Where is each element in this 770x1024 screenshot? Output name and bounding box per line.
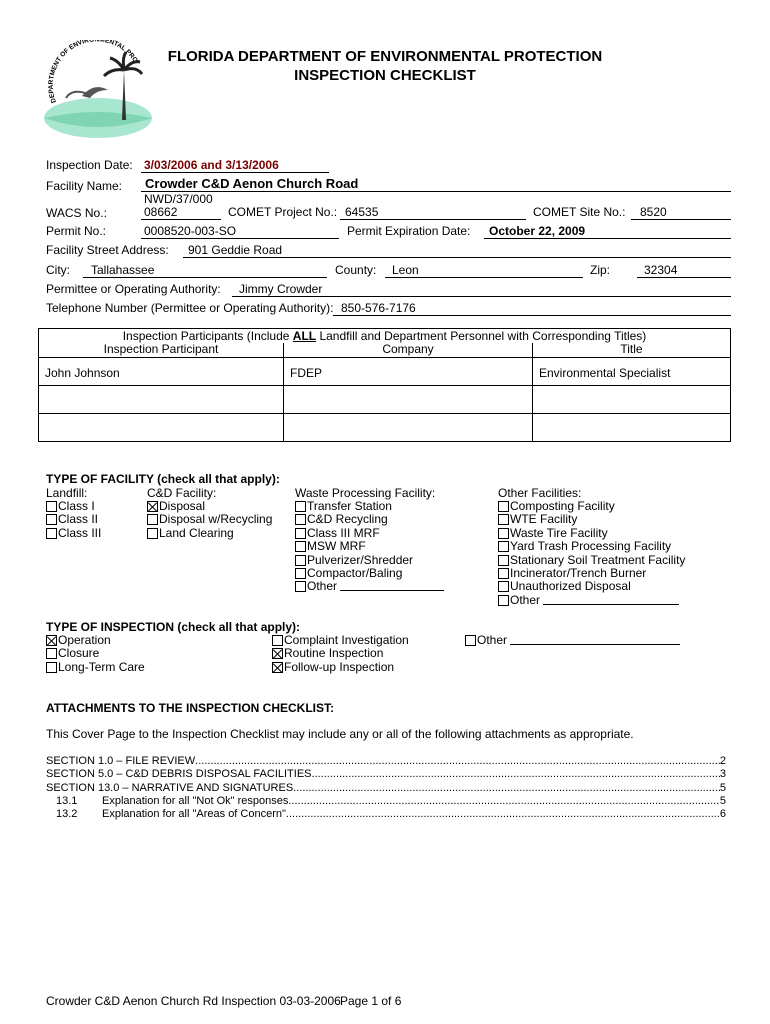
permit-exp-value: October 22, 2009 xyxy=(484,224,731,239)
checkbox-label: Other xyxy=(477,633,508,647)
checkbox-icon[interactable] xyxy=(46,514,57,525)
checkbox-icon[interactable] xyxy=(498,541,509,552)
company-cell xyxy=(284,413,533,441)
toc-number: 13.2 xyxy=(56,808,78,821)
checkbox-option[interactable] xyxy=(295,539,366,553)
checkbox-label: Compactor/Baling xyxy=(307,566,403,580)
checkbox-option[interactable] xyxy=(147,499,205,513)
inspection-date-label: Inspection Date: xyxy=(46,158,133,172)
operator-label: Permittee or Operating Authority: xyxy=(46,282,221,296)
checkbox-option[interactable] xyxy=(46,646,99,660)
checkbox-label: MSW MRF xyxy=(307,539,366,554)
checkbox-label: Long-Term Care xyxy=(58,659,145,674)
toc-title: Explanation for all "Areas of Concern" xyxy=(102,808,286,821)
permit-exp-label: Permit Expiration Date: xyxy=(347,224,471,238)
checkbox-option[interactable] xyxy=(498,539,671,553)
checkbox-option[interactable] xyxy=(272,646,383,660)
operator-value: Jimmy Crowder xyxy=(232,282,731,297)
checkbox-icon[interactable] xyxy=(498,581,509,592)
toc-title: Explanation for all "Not Ok" responses xyxy=(102,794,289,807)
title-cell: Environmental Specialist xyxy=(533,357,731,385)
phone-label: Telephone Number (Permittee or Operating Authority): xyxy=(46,301,334,315)
county-value: Leon xyxy=(385,263,583,278)
permit-label: Permit No.: xyxy=(46,224,107,238)
page-title: FLORIDA DEPARTMENT OF ENVIRONMENTAL PROTECTION xyxy=(167,48,603,65)
wacs-sub-value: NWD/37/000 xyxy=(144,192,213,206)
checkbox-label: Class I xyxy=(58,499,95,513)
footer-doc: Crowder C&D Aenon Church Rd Inspection 03-03-2006 xyxy=(46,994,341,1008)
toc-entry xyxy=(46,808,726,822)
checkbox-label: Yard Trash Processing Facility xyxy=(510,539,672,554)
checkbox-icon[interactable] xyxy=(498,568,509,579)
inspection-date-value: 3/03/2006 and 3/13/2006 xyxy=(141,158,329,173)
checkbox-icon[interactable] xyxy=(46,648,57,659)
fdep-seal xyxy=(42,40,154,140)
company-cell: FDEP xyxy=(284,357,533,385)
checkbox-icon[interactable] xyxy=(295,528,306,539)
permit-value: 0008520-003-SO xyxy=(141,224,339,239)
checkbox-icon[interactable] xyxy=(295,568,306,579)
facility-name-value: Crowder C&D Aenon Church Road xyxy=(141,176,731,192)
landfill-label: Landfill: xyxy=(46,486,88,500)
phone-value: 850-576-7176 xyxy=(333,301,731,316)
zip-value: 32304 xyxy=(637,263,731,278)
checkbox-icon[interactable] xyxy=(498,555,509,566)
checkbox-label: Class II xyxy=(58,512,99,527)
toc-number: 13.1 xyxy=(56,794,78,807)
street-label: Facility Street Address: xyxy=(46,243,169,257)
checkbox-icon[interactable] xyxy=(498,595,509,606)
checkbox-icon[interactable] xyxy=(498,501,509,512)
checkbox-option[interactable] xyxy=(46,499,95,513)
checkbox-option[interactable] xyxy=(272,660,394,674)
checkbox-label: Land Clearing xyxy=(159,525,234,540)
checkbox-label: Class III MRF xyxy=(307,525,380,540)
other-facilities-label: Other Facilities: xyxy=(498,486,582,500)
checkbox-label: Transfer Station xyxy=(307,499,392,513)
seal-text: DEPARTMENT OF ENVIRO MENTAL PRO xyxy=(47,40,139,104)
comet-site-value: 8520 xyxy=(631,205,731,220)
checkbox-option[interactable] xyxy=(498,579,631,593)
city-value: Tallahassee xyxy=(83,263,327,278)
cd-label: C&D Facility: xyxy=(147,486,217,500)
participants-table xyxy=(38,328,731,442)
col-header-title: Title xyxy=(533,343,731,357)
checkbox-option[interactable] xyxy=(295,499,392,513)
checkbox-icon[interactable] xyxy=(46,528,57,539)
comet-project-value: 64535 xyxy=(340,205,526,220)
checkbox-label: Pulverizer/Shredder xyxy=(307,552,414,567)
checkbox-label: Class III xyxy=(58,525,102,540)
toc-entry xyxy=(46,782,726,796)
participants-caption: Inspection Participants (Include ALL Landfill and Department Personnel with Corresponding Titles) xyxy=(39,329,731,344)
checkbox-icon[interactable] xyxy=(295,555,306,566)
checkbox-icon[interactable] xyxy=(498,528,509,539)
checkbox-icon[interactable] xyxy=(295,514,306,525)
checkbox-label: Disposal w/Recycling xyxy=(159,512,273,527)
table-row xyxy=(39,413,731,441)
checkbox-label: C&D Recycling xyxy=(307,512,388,527)
checkbox-option[interactable] xyxy=(46,633,111,647)
checkbox-option[interactable] xyxy=(498,499,615,513)
checkbox-option[interactable] xyxy=(295,566,402,580)
toc-leader xyxy=(286,808,720,820)
col-header-company: Company xyxy=(284,343,533,357)
title-cell xyxy=(533,413,731,441)
checkbox-option[interactable] xyxy=(498,526,608,540)
footer-page: Page 1 of 6 xyxy=(340,994,402,1008)
checkbox-option[interactable] xyxy=(295,512,388,526)
inspection-type-heading: TYPE OF INSPECTION (check all that apply): xyxy=(46,620,301,634)
checkbox-option[interactable] xyxy=(272,633,409,647)
checkbox-option[interactable] xyxy=(295,579,444,593)
checkbox-option[interactable] xyxy=(465,633,680,647)
participant-cell xyxy=(39,385,284,413)
checkbox-icon[interactable] xyxy=(295,501,306,512)
checkbox-option[interactable] xyxy=(147,512,272,526)
checkbox-label: Other xyxy=(307,579,338,594)
toc-title: SECTION 1.0 – FILE REVIEW xyxy=(46,755,196,767)
checkbox-icon[interactable] xyxy=(498,514,509,525)
checkbox-label: Incinerator/Trench Burner xyxy=(510,566,647,580)
other-write-in-field[interactable] xyxy=(510,644,680,645)
checkbox-label: WTE Facility xyxy=(510,512,578,527)
toc-page: 5 xyxy=(719,794,726,807)
checkbox-option[interactable] xyxy=(46,660,145,674)
other-write-in-field[interactable] xyxy=(543,604,679,605)
city-label: City: xyxy=(46,263,70,277)
toc-page: 2 xyxy=(719,755,726,767)
wacs-value: 08662 xyxy=(141,205,221,220)
checkbox-option[interactable] xyxy=(295,526,380,540)
toc-page: 6 xyxy=(719,808,726,821)
title-cell xyxy=(533,385,731,413)
wacs-label: WACS No.: xyxy=(46,206,107,220)
attachments-heading: ATTACHMENTS TO THE INSPECTION CHECKLIST: xyxy=(46,701,334,715)
checkbox-label: Stationary Soil Treatment Facility xyxy=(510,552,686,567)
street-value: 901 Geddie Road xyxy=(183,243,731,258)
checkbox-icon[interactable] xyxy=(147,514,158,525)
comet-project-label: COMET Project No.: xyxy=(228,205,338,219)
county-label: County: xyxy=(335,263,377,277)
toc-leader xyxy=(195,755,720,767)
toc-entry xyxy=(46,795,726,809)
page-subtitle: INSPECTION CHECKLIST xyxy=(294,67,476,84)
checkbox-icon[interactable] xyxy=(465,635,476,646)
toc-leader xyxy=(312,768,720,780)
toc-page: 5 xyxy=(719,781,726,794)
checkbox-option[interactable] xyxy=(147,526,234,540)
checkbox-option[interactable] xyxy=(498,566,646,580)
toc-entry xyxy=(46,768,726,782)
table-row xyxy=(39,357,731,385)
comet-site-label: COMET Site No.: xyxy=(533,205,626,219)
company-cell xyxy=(284,385,533,413)
checkbox-option[interactable] xyxy=(46,512,98,526)
checkbox-option[interactable] xyxy=(46,526,101,540)
toc-leader xyxy=(293,782,720,794)
other-write-in-field[interactable] xyxy=(340,590,444,591)
checkbox-icon[interactable] xyxy=(272,635,283,646)
checked-box-icon[interactable] xyxy=(272,648,283,659)
checkbox-label: Routine Inspection xyxy=(284,646,384,661)
checked-box-icon[interactable] xyxy=(46,635,57,646)
checkbox-label: Composting Facility xyxy=(510,499,615,513)
checkbox-label: Operation xyxy=(58,633,111,647)
checkbox-option[interactable] xyxy=(498,512,577,526)
checked-box-icon[interactable] xyxy=(147,501,158,512)
checked-box-icon[interactable] xyxy=(272,662,283,673)
checkbox-icon[interactable] xyxy=(46,501,57,512)
toc-title: SECTION 13.0 – NARRATIVE AND SIGNATURES xyxy=(46,781,294,794)
checkbox-label: Disposal xyxy=(159,499,206,513)
col-header-participant: Inspection Participant xyxy=(39,343,284,357)
checkbox-icon[interactable] xyxy=(295,541,306,552)
checkbox-icon[interactable] xyxy=(46,662,57,673)
attachments-intro: This Cover Page to the Inspection Checklist may include any or all of the following attachments as appropriate. xyxy=(46,727,634,741)
facility-name-label: Facility Name: xyxy=(46,179,123,193)
checkbox-label: Closure xyxy=(58,646,100,661)
toc-page: 3 xyxy=(719,768,726,781)
participant-cell: John Johnson xyxy=(39,357,284,385)
checkbox-option[interactable] xyxy=(498,593,679,607)
checkbox-label: Unauthorized Disposal xyxy=(510,579,631,594)
checkbox-icon[interactable] xyxy=(147,528,158,539)
toc-entry xyxy=(46,755,726,769)
checkbox-option[interactable] xyxy=(498,553,685,567)
checkbox-label: Other xyxy=(510,592,541,607)
participant-cell xyxy=(39,413,284,441)
checkbox-label: Complaint Investigation xyxy=(284,633,409,647)
zip-label: Zip: xyxy=(590,263,611,277)
toc-title: SECTION 5.0 – C&D DEBRIS DISPOSAL FACILITIES xyxy=(46,768,312,781)
checkbox-label: Waste Tire Facility xyxy=(510,525,608,540)
checkbox-label: Follow-up Inspection xyxy=(284,659,395,674)
waste-label: Waste Processing Facility: xyxy=(295,486,436,500)
table-row xyxy=(39,385,731,413)
toc-leader xyxy=(288,795,720,807)
checkbox-option[interactable] xyxy=(295,553,413,567)
facility-type-heading: TYPE OF FACILITY (check all that apply): xyxy=(46,472,280,486)
checkbox-icon[interactable] xyxy=(295,581,306,592)
